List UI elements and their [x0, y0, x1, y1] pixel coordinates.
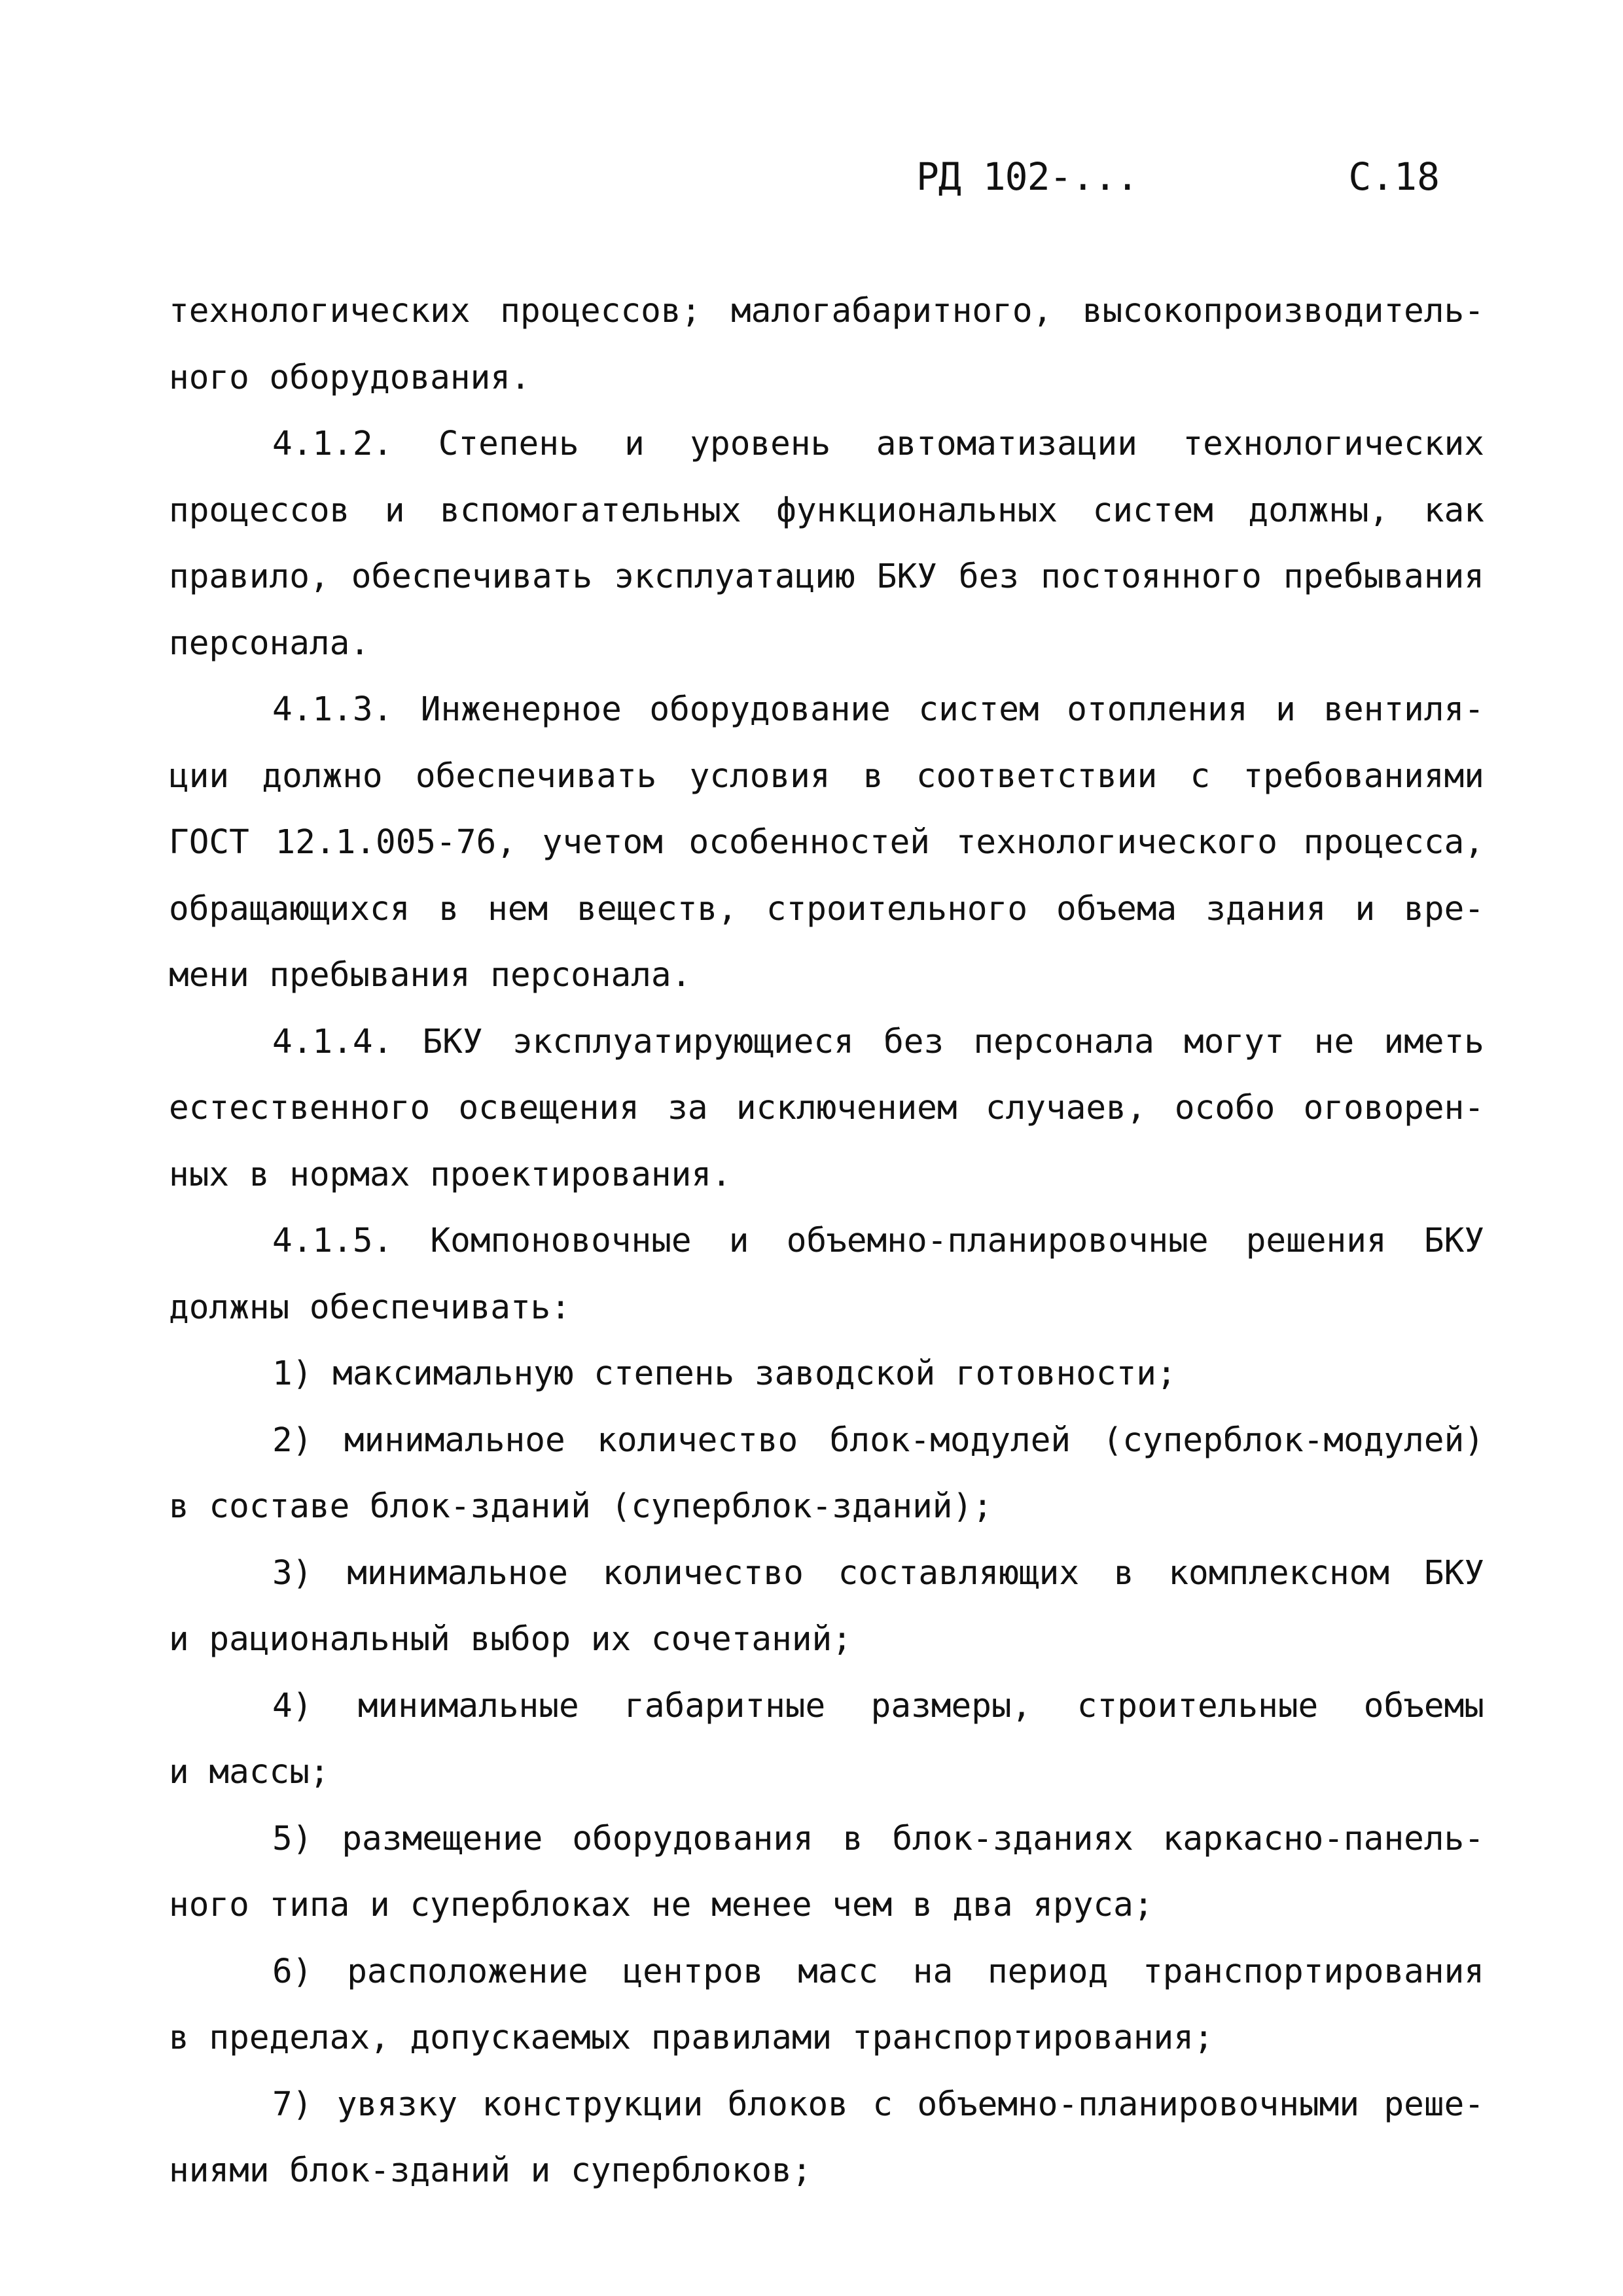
- text-line: естественного освещения за исключением случаев, особо оговорен-: [169, 1089, 1484, 1127]
- text-line: ГОСТ 12.1.005-76, учетом особенностей технологического процесса,: [169, 823, 1484, 862]
- text-line: 4.1.2. Степень и уровень автоматизации технологических: [272, 425, 1484, 463]
- text-line: 5) размещение оборудования в блок-зданиях каркасно-панель-: [272, 1819, 1484, 1858]
- text-line: 4.1.5. Компоновочные и объемно-планировочные решения БКУ: [272, 1222, 1484, 1260]
- text-line: обращающихся в нем веществ, строительного объема здания и вре-: [169, 889, 1484, 928]
- text-line: 7) увязку конструкции блоков с объемно-планировочными реше-: [272, 2085, 1484, 2124]
- text-line: и массы;: [169, 1753, 330, 1792]
- page-header: [916, 147, 1440, 206]
- text-line: ниями блок-зданий и суперблоков;: [169, 2151, 812, 2190]
- page-number: С.18: [1348, 154, 1440, 199]
- text-line: процессов и вспомогательных функциональных систем должны, как: [169, 491, 1484, 530]
- document-code: РД 102-...: [916, 154, 1139, 199]
- text-line: технологических процессов; малогабаритного, высокопроизводитель-: [169, 292, 1484, 330]
- text-line: ного типа и суперблоках не менее чем в два яруса;: [169, 1886, 1154, 1924]
- text-line: 1) максимальную степень заводской готовности;: [272, 1354, 1177, 1393]
- text-line: 4) минимальные габаритные размеры, строительные объемы: [272, 1686, 1484, 1725]
- text-line: правило, обеспечивать эксплуатацию БКУ без постоянного пребывания: [169, 557, 1484, 596]
- text-line: ции должно обеспечивать условия в соответствии с требованиями: [169, 756, 1484, 796]
- text-line: ного оборудования.: [169, 358, 531, 397]
- text-line: 2) минимальное количество блок-модулей (суперблок-модулей): [272, 1421, 1484, 1460]
- text-line: персонала.: [169, 624, 370, 663]
- text-line: в пределах, допускаемых правилами транспортирования;: [169, 2019, 1214, 2057]
- text-line: должны обеспечивать:: [169, 1288, 571, 1327]
- text-line: 4.1.4. БКУ эксплуатирующиеся без персонала могут не иметь: [272, 1022, 1484, 1061]
- text-line: 4.1.3. Инженерное оборудование систем отопления и вентиля-: [272, 690, 1484, 729]
- text-line: ных в нормах проектирования.: [169, 1155, 732, 1194]
- text-line: 3) минимальное количество составляющих в комплексном БКУ: [272, 1553, 1484, 1593]
- text-line: в составе блок-зданий (суперблок-зданий);: [169, 1487, 993, 1526]
- body-text: [169, 278, 1484, 2204]
- text-line: 6) расположение центров масс на период транспортирования: [272, 1952, 1484, 1991]
- text-line: мени пребывания персонала.: [169, 956, 692, 995]
- text-line: и рациональный выбор их сочетаний;: [169, 1620, 852, 1659]
